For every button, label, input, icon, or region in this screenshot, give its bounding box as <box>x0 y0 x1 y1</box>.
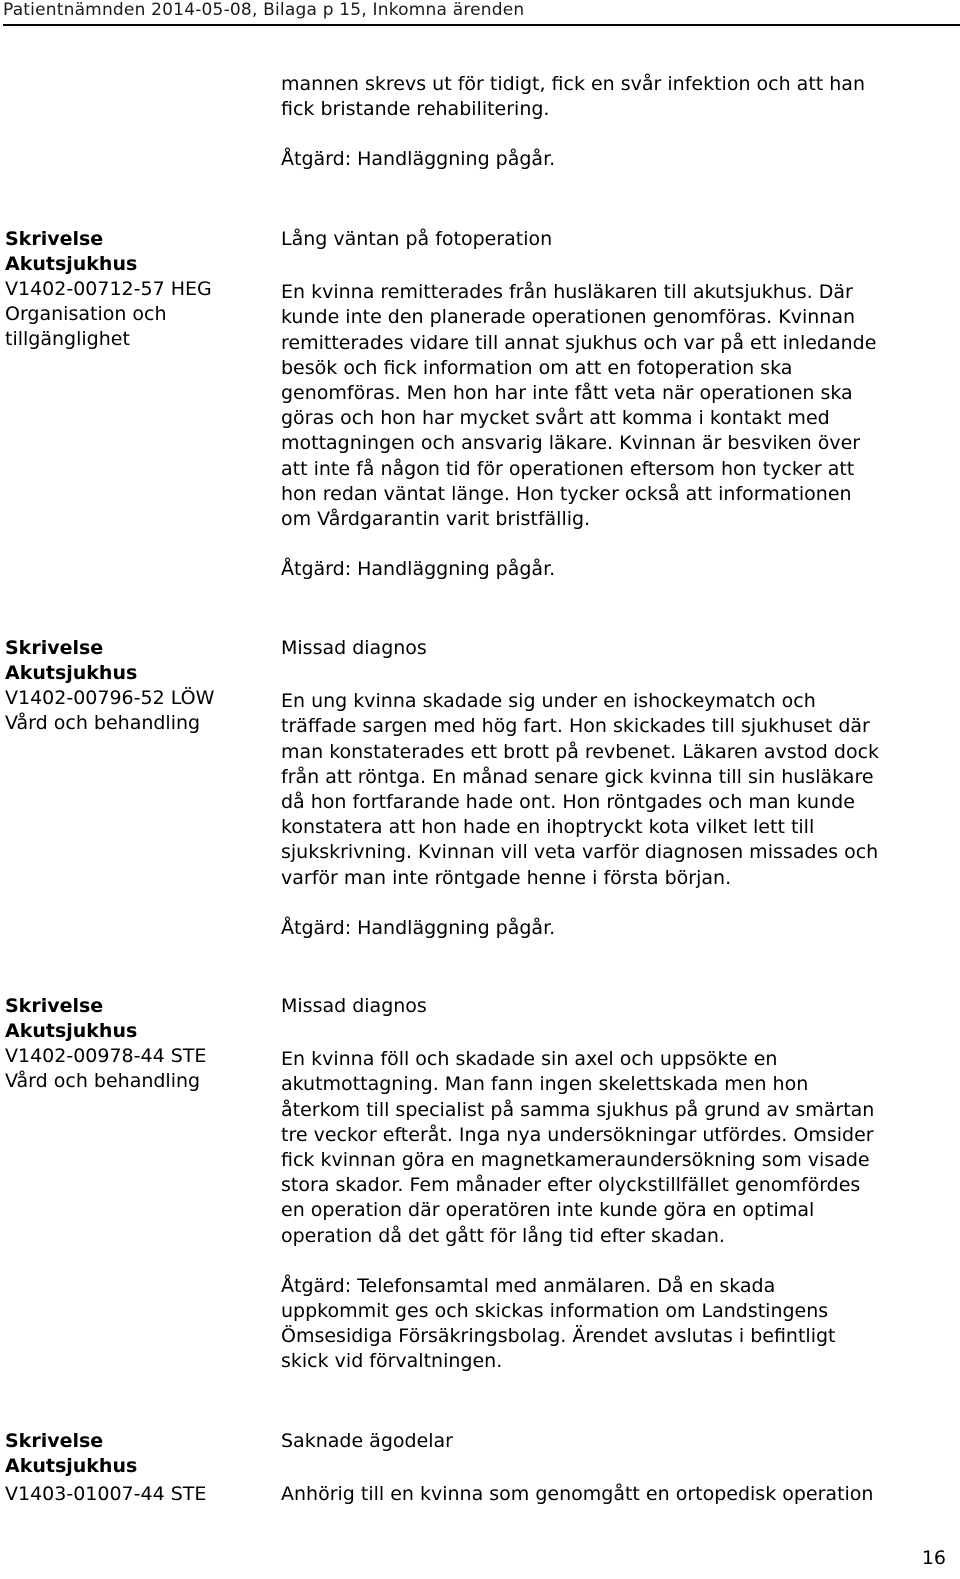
case-id: V1403-01007-44 STE <box>5 1483 207 1505</box>
body-line: En kvinna remitterades från husläkaren till akutsjukhus. Där <box>281 281 853 304</box>
body-line: En kvinna föll och skadade sin axel och uppsökte en <box>281 1048 778 1071</box>
intro-line: fick bristande rehabilitering. <box>281 98 550 121</box>
body-line: Anhörig till en kvinna som genomgått en ortopedisk operation <box>281 1483 874 1506</box>
case-type: Skrivelse <box>5 637 104 659</box>
body-line: från att röntga. En månad senare gick kvinna till sin husläkare <box>281 765 874 788</box>
body-line: besök och fick information om att en fotoperation ska <box>281 356 793 379</box>
page-number: 16 <box>921 1547 946 1569</box>
intro-action: Åtgärd: Handläggning pågår. <box>281 148 556 171</box>
body-line: då hon fortfarande hade ont. Hon röntgades och man kunde <box>281 791 855 814</box>
action-line: skick vid förvaltningen. <box>281 1350 503 1373</box>
body-line: varför man inte röntgade henne i första början. <box>281 866 732 889</box>
case-body <box>281 1047 951 1249</box>
case-meta <box>5 994 267 1094</box>
body-line: operation då det gått för lång tid efter skadan. <box>281 1224 725 1247</box>
body-line: kunde inte den planerade operationen genomföras. Kvinnan <box>281 306 855 329</box>
case-type: Skrivelse <box>5 228 104 250</box>
case-category: tillgänglighet <box>5 328 130 350</box>
case-meta <box>5 636 267 736</box>
body-line: akutmottagning. Man fann ingen skelettskada men hon <box>281 1073 809 1096</box>
case-content <box>281 1429 951 1507</box>
page-header <box>3 0 960 26</box>
body-line: stora skador. Fem månader efter olyckstillfället genomfördes <box>281 1174 861 1197</box>
case-category: Organisation och <box>5 303 167 325</box>
case-body <box>281 1482 951 1507</box>
case-heading: Missad diagnos <box>281 637 427 659</box>
body-line: återkom till specialist på samma sjukhus på grund av smärtan <box>281 1098 875 1121</box>
intro-line: mannen skrevs ut för tidigt, fick en svår infektion och att han <box>281 73 865 95</box>
body-line: sjukskrivning. Kvinnan vill veta varför diagnosen missades och <box>281 841 879 864</box>
body-line: hon redan väntat länge. Hon tycker också att informationen <box>281 482 852 505</box>
header-title: Patientnämnden 2014-05-08, Bilaga p 15, Inkomna ärenden <box>3 0 525 20</box>
case-id: V1402-00712-57 HEG <box>5 278 212 300</box>
case-heading: Saknade ägodelar <box>281 1430 453 1452</box>
action-line: Åtgärd: Telefonsamtal med anmälaren. Då en skada <box>281 1274 776 1297</box>
case-content <box>281 994 951 1375</box>
case-id: V1402-00978-44 STE <box>5 1045 207 1067</box>
body-line: träffade sargen med hög fart. Hon skickades till sjukhuset där <box>281 715 870 738</box>
case-heading: Missad diagnos <box>281 995 427 1017</box>
case-heading: Lång väntan på fotoperation <box>281 228 553 250</box>
body-line: mottagningen och ansvarig läkare. Kvinnan är besviken över <box>281 432 861 455</box>
body-line: remitterades vidare till annat sjukhus och var på ett inledande <box>281 331 877 354</box>
case-content <box>281 636 951 941</box>
intro-continuation <box>281 72 951 173</box>
case-id: V1402-00796-52 LÖW <box>5 687 215 709</box>
case-meta <box>5 227 267 352</box>
case-unit: Akutsjukhus <box>5 253 138 275</box>
case-content <box>281 227 951 582</box>
case-unit: Akutsjukhus <box>5 1020 138 1042</box>
body-line: konstatera att hon hade en ihoptryckt kota vilket lett till <box>281 816 815 839</box>
body-line: att inte få någon tid för operationen eftersom hon tycker att <box>281 457 855 480</box>
body-line: om Vårdgarantin varit bristfällig. <box>281 508 591 531</box>
body-line: tre veckor efteråt. Inga nya undersökningar utfördes. Omsider <box>281 1123 874 1146</box>
body-line: göras och hon har mycket svårt att komma i kontakt med <box>281 407 830 430</box>
body-line: fick kvinnan göra en magnetkameraundersökning som visade <box>281 1149 870 1172</box>
body-line: genomföras. Men hon har inte fått veta när operationen ska <box>281 382 853 405</box>
action-line: uppkommit ges och skickas information om Landstingens <box>281 1300 829 1323</box>
case-body <box>281 280 951 532</box>
case-body <box>281 689 951 891</box>
body-line: en operation där operatören inte kunde göra en optimal <box>281 1199 815 1222</box>
case-category: Vård och behandling <box>5 712 201 734</box>
case-unit: Akutsjukhus <box>5 1455 138 1477</box>
case-type: Skrivelse <box>5 995 104 1017</box>
case-category: Vård och behandling <box>5 1070 201 1092</box>
body-line: En ung kvinna skadade sig under en ishockeymatch och <box>281 690 816 713</box>
case-type: Skrivelse <box>5 1430 104 1452</box>
action-line: Ömsesidiga Försäkringsbolag. Ärendet avslutas i befintligt <box>281 1325 836 1348</box>
case-action: Åtgärd: Handläggning pågår. <box>281 916 556 939</box>
case-action <box>281 1274 951 1375</box>
case-meta <box>5 1429 267 1507</box>
case-action: Åtgärd: Handläggning pågår. <box>281 558 556 581</box>
case-unit: Akutsjukhus <box>5 662 138 684</box>
body-line: man konstaterades ett brott på revbenet. Läkaren avstod dock <box>281 740 880 763</box>
